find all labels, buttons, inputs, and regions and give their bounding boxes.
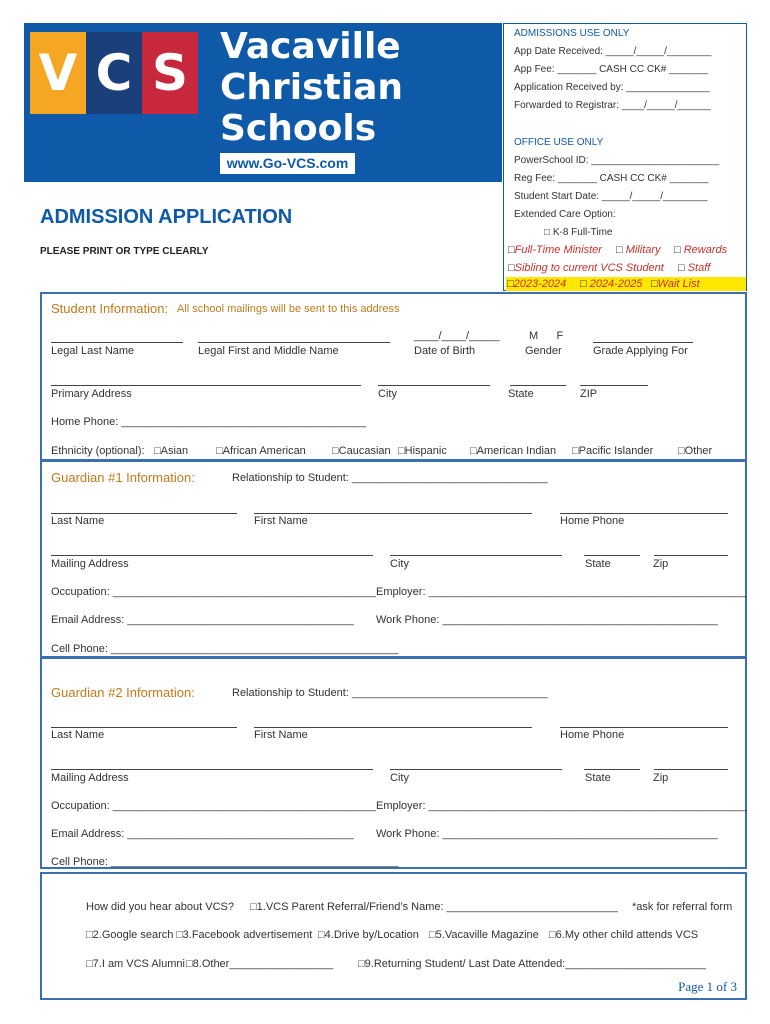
label-zip: Zip <box>653 558 669 570</box>
label-mailing-address: Mailing Address <box>51 558 129 570</box>
student-note: All school mailings will be sent to this address <box>177 303 400 315</box>
referral-option-label: 3.Facebook advertisement <box>182 929 313 941</box>
checkbox-icon[interactable]: □ <box>508 262 515 274</box>
referral-option[interactable]: □4.Drive by/Location <box>318 929 419 941</box>
referral-option-label: 8.Other_________________ <box>192 958 334 970</box>
ethnicity-option-label: Pacific Islander <box>578 445 654 457</box>
ethnicity-option-label: Other <box>684 445 713 457</box>
label-city: City <box>390 772 409 784</box>
ethnicity-option[interactable]: □Pacific Islander <box>572 445 654 457</box>
option-rewards[interactable] <box>674 244 727 256</box>
option-label: Rewards <box>683 244 728 256</box>
option-label: 2023-2024 <box>513 278 567 290</box>
ethnicity-option[interactable]: □Caucasian <box>332 445 391 457</box>
guardian2-occupation-field[interactable]: Occupation: ___________________________________________ <box>51 800 376 812</box>
guardian1-relationship-field[interactable]: Relationship to Student: ________________________________ <box>232 472 548 484</box>
label-state: State <box>585 558 611 570</box>
option-military[interactable] <box>616 244 661 256</box>
ethnicity-option[interactable]: □Hispanic <box>398 445 447 457</box>
label-first-name: First Name <box>254 729 308 741</box>
referral-option-label: 2.Google search <box>92 929 174 941</box>
label-home-phone: Home Phone <box>560 515 625 527</box>
page-number: Page 1 of 3 <box>678 979 737 994</box>
ethnicity-option-label: Caucasian <box>338 445 391 457</box>
label-state: State <box>508 388 534 400</box>
logo-letter-v: V <box>30 32 86 114</box>
option-wait-list[interactable] <box>651 278 700 290</box>
option-label: 2024-2025 <box>589 278 643 290</box>
label-last-name: Last Name <box>51 515 105 527</box>
ethnicity-option[interactable]: □American Indian <box>470 445 557 457</box>
label-last-name: Last Name <box>51 729 105 741</box>
school-name-line: Vacaville <box>220 26 401 67</box>
vcs-logo <box>30 32 198 114</box>
zip-field[interactable] <box>580 385 648 386</box>
instruction-text: PLEASE PRINT OR TYPE CLEARLY <box>40 246 209 257</box>
option-2023-2024[interactable] <box>507 278 566 290</box>
guardian2-city-field[interactable] <box>390 769 562 770</box>
referral-option[interactable]: □9.Returning Student/ Last Date Attended:_______________________ <box>358 958 706 970</box>
guardian1-address-field[interactable] <box>51 555 373 556</box>
referral-question: How did you hear about VCS? <box>86 901 234 913</box>
label-city: City <box>378 388 397 400</box>
dob-field[interactable]: ____/____/_____ <box>414 330 500 342</box>
label-home-phone: Home Phone <box>560 729 625 741</box>
option-sibling[interactable] <box>508 262 664 274</box>
label-state: State <box>585 772 611 784</box>
checkbox-icon[interactable]: □ <box>616 244 626 256</box>
checkbox-icon[interactable]: □ <box>678 262 688 274</box>
received-by-field[interactable]: Application Received by: _______________ <box>514 82 710 93</box>
option-2024-2025[interactable] <box>580 278 642 290</box>
student-heading: Student Information: <box>51 301 169 316</box>
start-date-field[interactable]: Student Start Date: _____/_____/________ <box>514 191 708 202</box>
checkbox-icon[interactable]: □ <box>674 244 684 256</box>
option-label: Staff <box>687 262 711 274</box>
option-full-time-minister[interactable] <box>508 244 602 256</box>
label-grade: Grade Applying For <box>593 345 688 357</box>
referral-option[interactable]: □7.I am VCS Alumni <box>86 958 185 970</box>
home-phone-field[interactable]: Home Phone: ________________________________________ <box>51 416 367 428</box>
school-name <box>220 26 403 149</box>
ethnicity-label: Ethnicity (optional): <box>51 445 145 457</box>
app-date-field[interactable]: App Date Received: _____/_____/________ <box>514 46 712 57</box>
label-gender: Gender <box>525 345 562 357</box>
label-first-name: First Name <box>254 515 308 527</box>
guardian2-section <box>40 657 747 869</box>
admissions-use-title: ADMISSIONS USE ONLY <box>514 28 630 39</box>
ethnicity-option[interactable]: □African American <box>216 445 306 457</box>
guardian1-last-name-field[interactable] <box>51 513 237 514</box>
guardian2-state-field[interactable] <box>584 769 640 770</box>
referral-option[interactable]: □1.VCS Parent Referral/Friend’s Name: ____________________________ <box>250 901 618 913</box>
address-field[interactable] <box>51 385 361 386</box>
checkbox-icon[interactable]: □ <box>507 278 514 290</box>
label-zip: ZIP <box>580 388 598 400</box>
grade-field[interactable] <box>593 342 693 343</box>
last-name-field[interactable] <box>51 342 183 343</box>
ethnicity-option[interactable]: □Asian <box>154 445 189 457</box>
page-title: ADMISSION APPLICATION <box>40 206 293 228</box>
guardian2-work-phone-field[interactable]: Work Phone: _____________________________________________ <box>376 828 718 840</box>
app-fee-field[interactable]: App Fee: _______ CASH CC CK# _______ <box>514 64 709 75</box>
office-use-panel <box>503 23 747 291</box>
student-section <box>40 292 747 461</box>
checkbox-icon[interactable]: □ <box>544 227 553 238</box>
guardian1-cell-phone-field[interactable]: Cell Phone: _______________________________________________ <box>51 643 399 655</box>
referral-option[interactable]: □8.Other_________________ <box>186 958 334 970</box>
logo-letter-s: S <box>142 32 198 114</box>
ethnicity-option-label: African American <box>222 445 306 457</box>
checkbox-icon[interactable]: □ <box>651 278 658 290</box>
guardian1-first-name-field[interactable] <box>254 513 532 514</box>
guardian1-home-phone-field[interactable] <box>560 513 728 514</box>
option-label: Sibling to current VCS Student <box>514 262 664 274</box>
ethnicity-option-label: Asian <box>160 445 189 457</box>
reg-fee-field[interactable]: Reg Fee: _______ CASH CC CK# _______ <box>514 173 709 184</box>
checkbox-icon[interactable]: □ <box>580 278 590 290</box>
option-label: Military <box>625 244 661 256</box>
guardian2-zip-field[interactable] <box>654 769 728 770</box>
label-dob: Date of Birth <box>414 345 476 357</box>
guardian2-heading: Guardian #2 Information: <box>51 685 195 700</box>
ethnicity-option-label: Hispanic <box>404 445 447 457</box>
referral-note: *ask for referral form <box>632 901 733 913</box>
guardian1-work-phone-field[interactable]: Work Phone: _____________________________________________ <box>376 614 718 626</box>
referral-option[interactable]: □6.My other child attends VCS <box>549 929 699 941</box>
guardian1-heading: Guardian #1 Information: <box>51 470 195 485</box>
referral-option[interactable]: □2.Google search <box>86 929 174 941</box>
referral-option-label: 1.VCS Parent Referral/Friend’s Name: ____________________________ <box>256 901 618 913</box>
guardian1-zip-field[interactable] <box>654 555 728 556</box>
guardian1-email-field[interactable]: Email Address: _____________________________________ <box>51 614 354 626</box>
referral-option[interactable]: □3.Facebook advertisement <box>176 929 313 941</box>
k8-label: K-8 Full-Time <box>552 227 613 238</box>
option-staff[interactable] <box>678 262 710 274</box>
state-field[interactable] <box>510 385 566 386</box>
guardian2-first-name-field[interactable] <box>254 727 532 728</box>
referral-option-label: 9.Returning Student/ Last Date Attended:_______________________ <box>364 958 706 970</box>
extended-care-label: Extended Care Option: <box>514 209 616 220</box>
referral-option-label: 6.My other child attends VCS <box>555 929 699 941</box>
guardian1-occupation-field[interactable]: Occupation: ___________________________________________ <box>51 586 376 598</box>
guardian2-relationship-field[interactable]: Relationship to Student: ________________________________ <box>232 687 548 699</box>
referral-section <box>40 872 747 1000</box>
label-city: City <box>390 558 409 570</box>
guardian2-employer-field[interactable]: Employer: ____________________________________________________ <box>376 800 747 812</box>
referral-option-label: 5.Vacaville Magazine <box>435 929 539 941</box>
powerschool-id-field[interactable]: PowerSchool ID: _______________________ <box>514 155 720 166</box>
label-first-middle-name: Legal First and Middle Name <box>198 345 339 357</box>
referral-option-label: 4.Drive by/Location <box>324 929 419 941</box>
first-name-field[interactable] <box>198 342 390 343</box>
office-use-title: OFFICE USE ONLY <box>514 137 604 148</box>
guardian2-cell-phone-field[interactable]: Cell Phone: _______________________________________________ <box>51 856 399 868</box>
school-name-line: Schools <box>220 108 377 149</box>
gender-options[interactable]: M F <box>529 330 564 342</box>
referral-option[interactable]: □5.Vacaville Magazine <box>429 929 539 941</box>
option-label: Full-Time Minister <box>514 244 602 256</box>
guardian1-state-field[interactable] <box>584 555 640 556</box>
ethnicity-option-label: American Indian <box>476 445 557 457</box>
guardian2-home-phone-field[interactable] <box>560 727 728 728</box>
label-address: Primary Address <box>51 388 132 400</box>
option-label: Wait List <box>657 278 700 290</box>
guardian2-last-name-field[interactable] <box>51 727 237 728</box>
guardian2-email-field[interactable]: Email Address: _____________________________________ <box>51 828 354 840</box>
guardian1-employer-field[interactable]: Employer: ____________________________________________________ <box>376 586 747 598</box>
city-field[interactable] <box>378 385 490 386</box>
label-mailing-address: Mailing Address <box>51 772 129 784</box>
website-link[interactable]: www.Go-VCS.com <box>220 153 355 174</box>
referral-option-label: 7.I am VCS Alumni <box>92 958 185 970</box>
logo-letter-c: C <box>86 32 142 114</box>
checkbox-icon[interactable]: □ <box>508 244 515 256</box>
forwarded-field[interactable]: Forwarded to Registrar: ____/_____/______ <box>514 100 711 111</box>
guardian1-city-field[interactable] <box>390 555 562 556</box>
ethnicity-option[interactable]: □Other <box>678 445 713 457</box>
label-last-name: Legal Last Name <box>51 345 135 357</box>
school-name-line: Christian <box>220 67 404 108</box>
label-zip: Zip <box>653 772 669 784</box>
guardian1-section <box>40 460 747 658</box>
guardian2-address-field[interactable] <box>51 769 373 770</box>
k8-option[interactable] <box>544 227 612 238</box>
